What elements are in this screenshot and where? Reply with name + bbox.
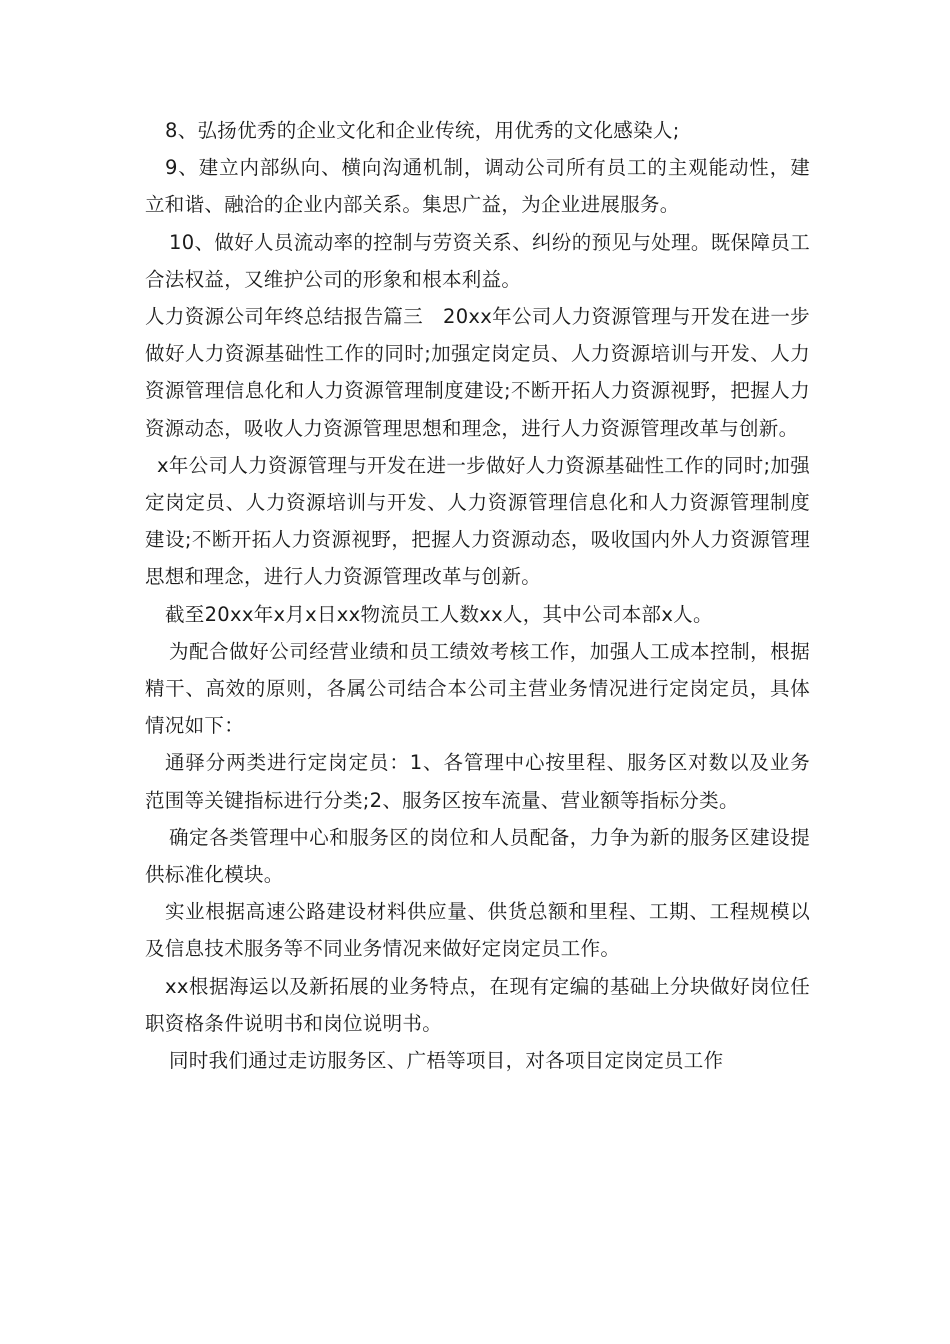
- paragraph-visits: 同时我们通过走访服务区、广梧等项目，对各项目定岗定员工作: [169, 1049, 724, 1073]
- document-body: [145, 112, 810, 1079]
- paragraph-tongyi: 通驿分两类进行定岗定员：1、各管理中心按里程、服务区对数以及业务范围等关键指标进行分类;2、服务区按车流量、营业额等指标分类。: [145, 751, 810, 812]
- paragraph-item-9: 9、建立内部纵向、横向沟通机制，调动公司所有员工的主观能动性，建立和谐、融洽的企业内部关系。集思广益，为企业进展服务。: [145, 156, 810, 217]
- paragraph-positions: 确定各类管理中心和服务区的岗位和人员配备，力争为新的服务区建设提供标准化模块。: [145, 825, 810, 887]
- paragraph-shipping: xx根据海运以及新拓展的业务特点，在现有定编的基础上分块做好岗位任职资格条件说明书和岗位说明书。: [145, 974, 810, 1035]
- paragraph-staffing-intro: 为配合做好公司经营业绩和员工绩效考核工作，加强人工成本控制，根据精干、高效的原则，各属公司结合本公司主营业务情况进行定岗定员，具体情况如下：: [145, 639, 810, 738]
- section-heading-paragraph: 人力资源公司年终总结报告篇三 20xx年公司人力资源管理与开发在进一步做好人力资源基础性工作的同时;加强定岗定员、人力资源培训与开发、人力资源管理信息化和人力资源管理制度建设;不断开拓人力资源视野，把握人力资源动态，吸收人力资源管理思想和理念，进行人力资源管理改革与创新。: [145, 305, 810, 440]
- paragraph-headcount: 截至20xx年x月x日xx物流员工人数xx人，其中公司本部x人。: [165, 602, 713, 626]
- paragraph-hr-development: x年公司人力资源管理与开发在进一步做好人力资源基础性工作的同时;加强定岗定员、人力资源培训与开发、人力资源管理信息化和人力资源管理制度建设;不断开拓人力资源视野，把握人力资源动态，吸收国内外人力资源管理思想和理念，进行人力资源管理改革与创新。: [145, 453, 810, 589]
- paragraph-item-10: 10、做好人员流动率的控制与劳资关系、纠纷的预见与处理。既保障员工合法权益，又维护公司的形象和根本利益。: [145, 230, 810, 291]
- paragraph-item-8: 8、弘扬优秀的企业文化和企业传统，用优秀的文化感染人;: [165, 119, 680, 142]
- paragraph-shiye: 实业根据高速公路建设材料供应量、供货总额和里程、工期、工程规模以及信息技术服务等不同业务情况来做好定岗定员工作。: [145, 900, 810, 961]
